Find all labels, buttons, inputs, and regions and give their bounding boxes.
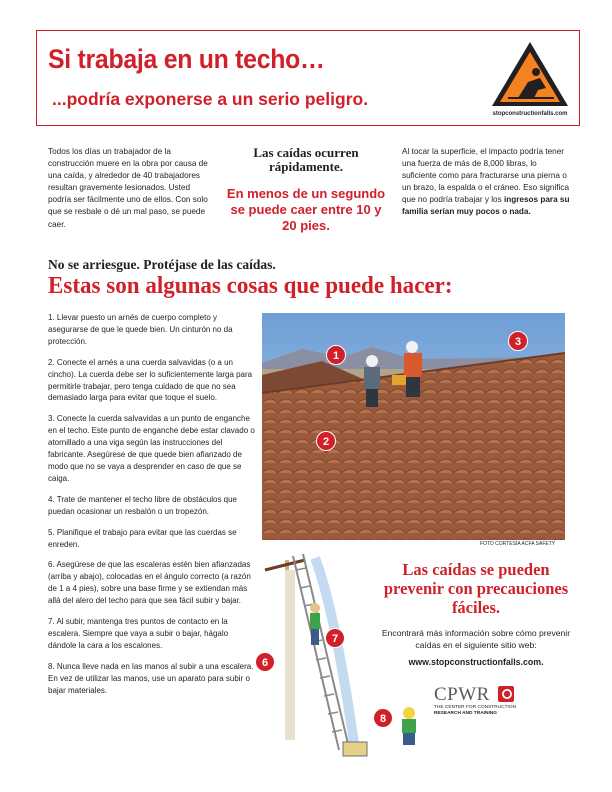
intro-right-paragraph — [402, 146, 572, 219]
tip-1: 1. Llevar puesto un arnés de cuerpo completo y asegurarse de que le quede bien. Un cinturón no da protección. — [48, 313, 233, 346]
falls-seconds-text: En menos de un segundo se puede caer entre 10 y 20 pies. — [226, 186, 386, 233]
cpwr-subtitle-1: THE CENTER FOR CONSTRUCTION — [434, 705, 517, 710]
tip-3: 3. Conecte la cuerda salvavidas a un punto de enganche en el techo. Este punto de enganche debe estar clavado o atornillado a una viga según las instrucciones del fabricante. Asegúrese de que quede bien afianzado de modo que no se vaya a desprender en caso de que se caiga. — [48, 414, 255, 483]
ill-badge-7: 7 — [325, 628, 345, 648]
cpwr-subtitle-2: RESEARCH AND TRAINING — [434, 711, 497, 716]
ladder-illustration — [255, 550, 395, 770]
logo-url-text: stopconstructionfalls.com — [492, 111, 568, 117]
tip-8: 8. Nunca lleve nada en las manos al subir a una escalera. En vez de utilizar las manos, use un aparato para subir o bajar materiales. — [48, 661, 254, 695]
warning-line: No se arriesgue. Protéjase de las caídas. — [48, 257, 276, 272]
tips-list — [48, 312, 258, 705]
worker-helper-figure — [396, 706, 422, 746]
tip-6: 6. Asegúrese de que las escaleras estén bien afianzadas (arriba y abajo), colocadas en el ángulo correcto (a razón de 1 a 4 pies), sobre una base firme y se extiendan más allá del alero del techo para que sea fácil subir y bajar. — [48, 560, 251, 606]
tip-2: 2. Conecte el arnés a una cuerda salvavidas (o a un cincho). La cuerda debe ser lo suficientemente larga para permitirle trabajar, pero tenga cuidado de que no sea demasiado larga para evitar que toque el suelo. — [48, 357, 253, 403]
photo-badge-3: 3 — [508, 331, 528, 351]
worker-left — [364, 355, 380, 407]
intro-right-plain: Al tocar la superficie, el impacto podría tener una fuerza de más de 8,000 libras, lo suficiente como para fracturarse una pierna o un brazo, la espalda o el cráneo. Eso significa que no podría trabajar y los — [402, 147, 570, 205]
tip-7: 7. Al subir, mantenga tres puntos de contacto en la escalera. Siempre que vaya a subir o bajar, hágalo dándole la cara a los escalones. — [48, 617, 229, 650]
photo-badge-1: 1 — [326, 345, 346, 365]
ill-badge-8: 8 — [373, 708, 393, 728]
photo-badge-2: 2 — [316, 431, 336, 451]
tip-4: 4. Trate de mantener el techo libre de obstáculos que puedan ocasionar un resbalón o un tropezón. — [48, 494, 238, 516]
falls-fast-text: Las caídas ocurren rápidamente. — [253, 145, 359, 174]
cpwr-logo-mark — [498, 686, 514, 702]
prevention-callout: Las caídas se pueden prevenir con precauciones fáciles. — [383, 560, 569, 617]
cpwr-logo-text: CPWR — [434, 684, 490, 705]
page-title: Si trabaja en un techo… — [48, 44, 325, 74]
warning-sign-logo — [488, 38, 572, 120]
climber-figure — [310, 603, 320, 645]
photo-credit: FOTO CORTESÍA ACFA SAFETY — [480, 541, 556, 547]
intro-left-paragraph: Todos los días un trabajador de la construcción muere en la obra por causa de una caída, y alrededor de 40 trabajadores resultan gravemente lesionados. Usted podría ser fácilmente uno de ellos. Con solo que se resbale o dé un mal paso, se puede caer. — [48, 147, 208, 229]
page-subtitle: ...podría exponerse a un serio peligro. — [52, 89, 369, 109]
more-info-text: Encontrará más información sobre cómo prevenir caídas en el siguiente sitio web: — [381, 628, 571, 650]
intro-right-bold: ingresos para su familia serían muy pocos o nada. — [402, 195, 570, 217]
website-link[interactable]: www.stopconstructionfalls.com. — [408, 657, 544, 667]
tip-5: 5. Planifique el trabajo para evitar que las cuerdas se enreden. — [48, 527, 237, 549]
section-heading: Estas son algunas cosas que puede hacer: — [48, 273, 453, 299]
roof-workers-photo — [262, 313, 565, 540]
ill-badge-6: 6 — [255, 652, 275, 672]
